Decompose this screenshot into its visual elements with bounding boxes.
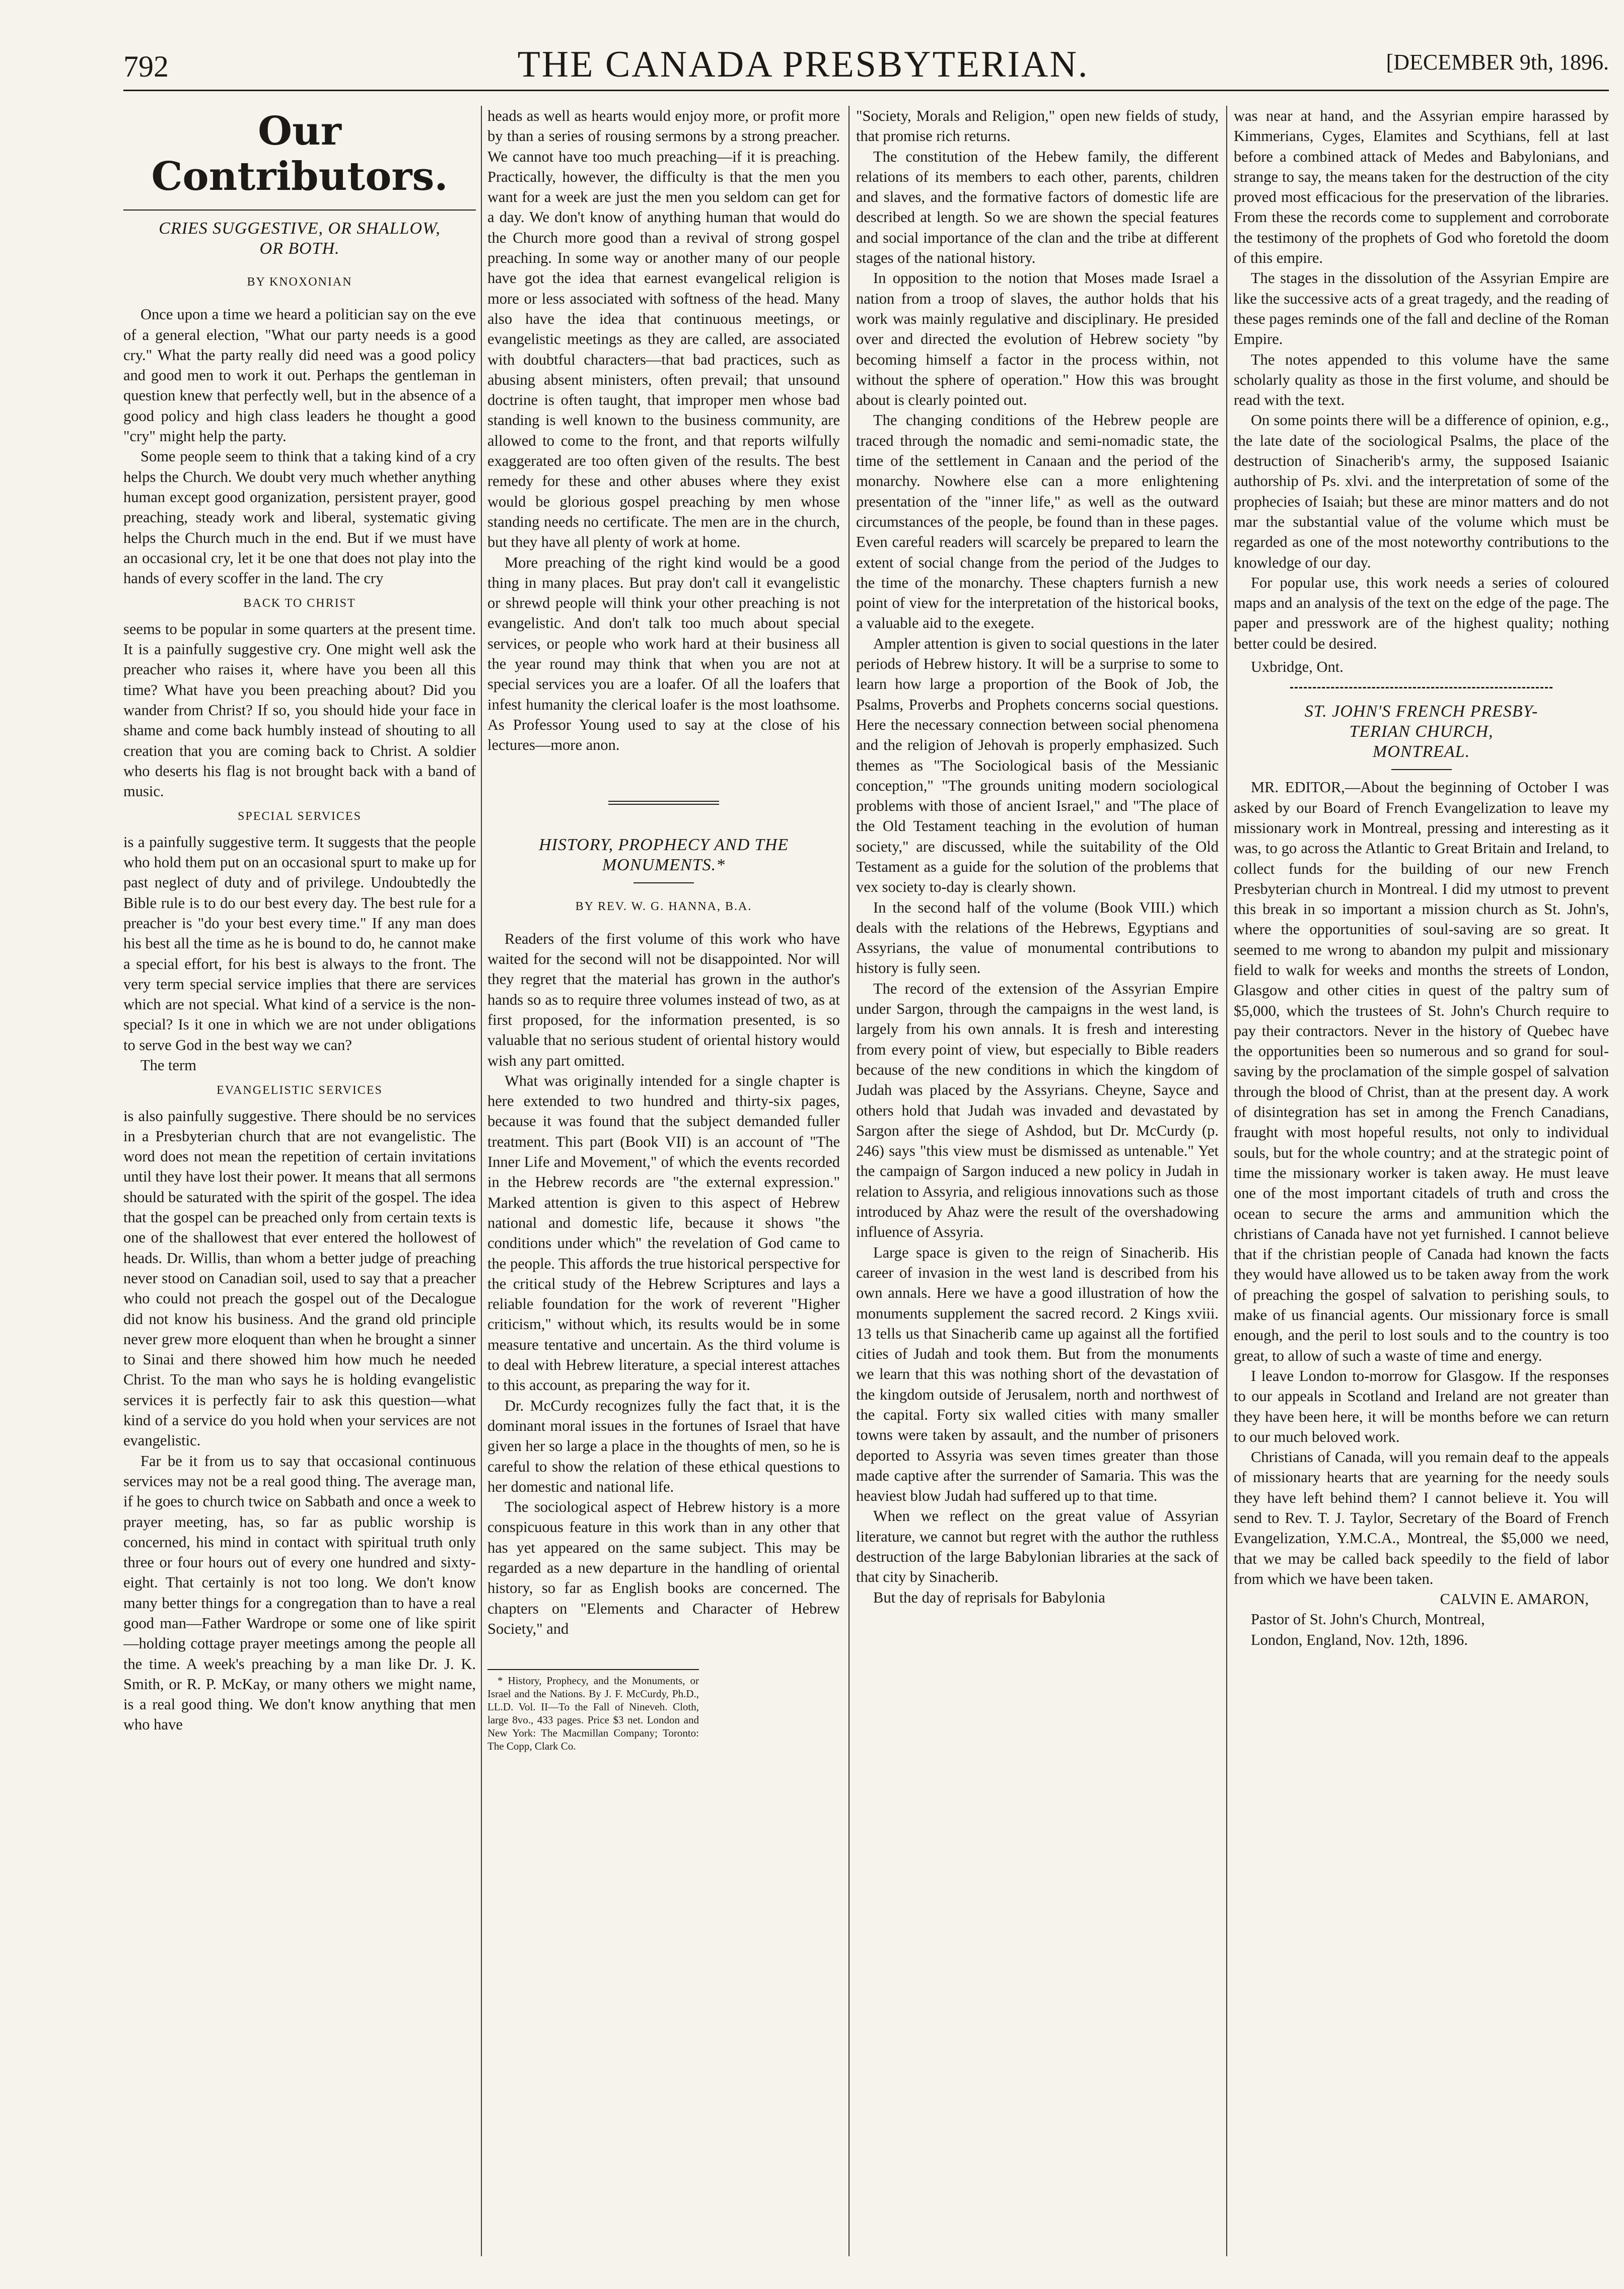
column-4 bbox=[1234, 106, 1609, 2256]
issue-date: [DECEMBER 9th, 1896. bbox=[1386, 50, 1609, 75]
paragraph: The term bbox=[140, 1056, 196, 1074]
paragraph: "Society, Morals and Religion," open new fields of study, that promise rich returns. bbox=[856, 107, 1219, 145]
paragraph: The record of the extension of the Assyrian Empire under Sargon, through the campaigns in the west land, is largely from his own annals. It is fresh and interesting from every point of view, but especially to Bible readers because of the new conditions in which the kingdom of Judah was placed by the Assyrians. Cheyne, Sayce and others hold that Judah was invaded and devastated by Sargon after the siege of Ashdod, but Dr. McCurdy (p. 246) says "this view must be dismissed as untenable." Yet the campaign of Sargon induced a new policy in Judah in relation to Assyria, and religious innovations such as those introduced by Ahaz were the result of the overshadowing influence of Assyria. bbox=[856, 980, 1219, 1241]
article-3-body bbox=[1234, 777, 1609, 1589]
article-2-body-part-1 bbox=[487, 929, 840, 1639]
title-rule bbox=[1391, 769, 1452, 770]
article-1-byline: BY KNOXONIAN bbox=[247, 275, 352, 289]
article-separator bbox=[1290, 687, 1553, 688]
paragraph: The stages in the dissolution of the Assyrian Empire are like the successive acts of a great tragedy, and the reading of these pages reminds one of the fall and decline of the Roman Empire. bbox=[1234, 269, 1609, 348]
article-1-title: CRIES SUGGESTIVE, OR SHALLOW, OR BOTH. bbox=[159, 219, 441, 258]
paragraph: But the day of reprisals for Babylonia bbox=[873, 1588, 1105, 1606]
article-2-body-part-3 bbox=[1234, 106, 1609, 654]
paragraph: Once upon a time we heard a politician say on the eve of a general election, "What our party needs is a good cry." What the party really did need was a good policy and good men to work it out. Perhaps the gentleman in question knew that perfectly well, but in the absence of a good policy and high class leaders he thought a good "cry" might help the party. bbox=[123, 306, 476, 445]
article-2-footnote: * History, Prophecy, and the Monuments, or Israel and the Nations. By J. F. McCurdy, Ph.D., LL.D. Vol. II—To the Fall of Nineveh. Cloth, large 8vo., 433 pages. Price $3 net. London and New York: The Macmillan Company; Toronto: The Copp, Clark Co. bbox=[487, 1669, 699, 1753]
article-1-section-1 bbox=[123, 619, 476, 802]
article-1-continuation bbox=[487, 106, 840, 755]
signature-name: CALVIN E. AMARON, bbox=[1440, 1590, 1589, 1608]
article-separator bbox=[608, 801, 719, 805]
paragraph: Readers of the first volume of this work who have waited for the second will not be disappointed. Nor will they regret that the material has grown in the author's hands so as to require three volumes instead of two, as at first proposed, for the information presented, is so valuable that no serious student of oriental history would wish any part omitted. bbox=[487, 930, 840, 1069]
column-divider bbox=[1226, 106, 1227, 2256]
article-2-byline: BY REV. W. G. HANNA, B.A. bbox=[575, 899, 752, 913]
paragraph: MR. EDITOR,—About the beginning of October I was asked by our Board of French Evangelization to leave my missionary work in Montreal, pressing and interesting as it was, to go across the Atlantic to Great Britain and Ireland, to collect funds for the building of our new French Presbyterian church in Montreal. I did my utmost to prevent this break in so important a mission church as St. John's, where the opportunities of soul-saving are so great. It seemed to me wrong to abandon my pulpit and missionary field to walk for weeks and months the streets of London, Glasgow and other cities in quest of the paltry sum of $5,000, which the trustees of St. John's Church require to pay their contractors. Never in the history of Quebec have the opportunities been so numerous and so grand for soul-saving by the proclamation of the simple gospel of salvation through the blood of Christ, than at the present day. A work of disintegration has set in among the French Canadians, fraught with most hopeful results, not only to individual souls, but for the whole country; and at the strategic point of time the missionary worker is taken away. He must leave one of the most important citadels of truth and cross the ocean to secure the arms and ammunition which the christians of Canada have not yet furnished. I cannot believe that if the christian people of Canada had known the facts they would have allowed us to be taken away from the work of preaching the gospel of salvation to perishing souls, to make of us financial agents. Our missionary force is small enough, and the peril to lost souls and to the country is too great, to allow of such a waste of time and energy. bbox=[1234, 779, 1609, 1364]
paragraph: The changing conditions of the Hebrew people are traced through the nomadic and semi-nomadic state, the time of the settlement in Canaan and the period of the monarchy. Nowhere else can a more enlightening presentation of the "inner life," as well as the outward circumstances of the people, be found than in these pages. Even careful readers will scarcely be prepared to learn the extent of social change from the period of the Judges to the time of the monarchy. These chapters furnish a new point of view for the interpretation of the historical books, a valuable aid to the exegete. bbox=[856, 411, 1219, 632]
paragraph: is a painfully suggestive term. It suggests that the people who hold them put on an occasional spurt to make up for past neglect of duty and of privilege. Undoubtedly the Bible rule is to do our best every day. The best rule for a preacher is "do your best every time." If any man does his best all the time as he is bound to do, he cannot make a special effort, for his best is always to the front. The very term special service implies that there are services which are not special. What kind of a service is the non-special? Is it one in which we are not under obligations to serve God in the best way we can? bbox=[123, 833, 476, 1054]
paragraph: For popular use, this work needs a series of coloured maps and an analysis of the text on the edge of the page. The paper and presswork are of the highest quality; nothing better could be desired. bbox=[1234, 574, 1609, 652]
paragraph: On some points there will be a difference of opinion, e.g., the late date of the sociological Psalms, the place of the destruction of Sinacherib's army, the supposed Isaianic authorship of Ps. xlvi. and the interpretation of some of the prophecies of Isaiah; but these are minor matters and do not mar the substantial value of the volume which must be regarded as one of the most noteworthy contributions to the knowledge of our day. bbox=[1234, 411, 1609, 571]
paragraph: Large space is given to the reign of Sinacherib. His career of invasion in the west land is described from his own annals. Here we have a good illustration of how the monuments supplement the sacred record. 2 Kings xviii. 13 tells us that Sinacherib came up against all the fortified cities of Judah and took them. But from the monuments we learn that this was nothing short of the devastation of the kingdom outside of Jerusalem, north and northwest of the capital. Forty six walled cities with many smaller towns were taken by assault, and the number of prisoners deported to Assyria was seven times greater than those made captive after the surrender of Samaria. This was the heaviest blow Judah had suffered up to that time. bbox=[856, 1243, 1219, 1505]
newspaper-title: THE CANADA PRESBYTERIAN. bbox=[517, 44, 1089, 85]
paragraph: is also painfully suggestive. There should be no services in a Presbyterian church that are not evangelistic. The word does not mean the repetition of certain invitations until they have lost their power. It means that all sermons should be saturated with the spirit of the gospel. The idea that the gospel can be preached only from certain texts is one of the shallowest that ever entered the hollowest of heads. Dr. Willis, than whom a better judge of preaching never stood on Canadian soil, used to say that a preacher who could not preach the gospel out of the Decalogue did not know his business. And the grand old principle never grew more eloquent than when he brought a sinner to Sinai and there showed him how much he needed Christ. To the man who says he is holding evangelistic services it is perfectly fair to ask this question—what kind of a service do you hold when your services are not evangelistic. bbox=[123, 1107, 476, 1449]
subhead-special-services: SPECIAL SERVICES bbox=[238, 810, 362, 823]
paragraph: Some people seem to think that a taking kind of a cry helps the Church. We doubt very much whether anything human except good organization, persistent prayer, good preaching, steady work and liberal, systematic giving helps the Church much in the end. But if we must have an occasional cry, let it be one that does not play into the hands of every scoffer in the land. The cry bbox=[123, 448, 476, 587]
article-1-section-2 bbox=[123, 832, 476, 1076]
dateline: London, England, Nov. 12th, 1896. bbox=[1251, 1631, 1468, 1648]
header-rule bbox=[123, 90, 1609, 91]
column-divider bbox=[849, 106, 850, 2256]
article-1-section-3 bbox=[123, 1106, 476, 1735]
section-title: Our Contributors. bbox=[151, 108, 448, 199]
column-3 bbox=[856, 106, 1219, 2256]
paragraph: In opposition to the notion that Moses made Israel a nation from a troop of slaves, the author holds that his work was mainly regulative and disciplinary. He presided over and directed the evolution of Hebrew society "by becoming himself a factor in the process within, not without the sphere of operation." How this was brought about is clearly pointed out. bbox=[856, 269, 1219, 409]
paragraph: Dr. McCurdy recognizes fully the fact that, it is the dominant moral issues in the fortunes of Israel that have given her so large a place in the thoughts of men, so he is careful to show the relation of these ethical questions to her domestic and national life. bbox=[487, 1397, 840, 1495]
subhead-evangelistic-services: EVANGELISTIC SERVICES bbox=[217, 1084, 383, 1097]
paragraph: heads as well as hearts would enjoy more, or profit more by than a series of rousing sermons by a strong preacher. We cannot have too much preaching—if it is preaching. Practically, however, the difficulty is that the men you want for a week are just the men you seldom can get for a day. We don't know of anything human that would do the Church more good than a revival of strong gospel preaching. In some way or another many of our people have got the idea that earnest evangelical religion is more or less associated with softness of the head. Many also have the idea that continuous meetings, or evangelistic meetings as they are called, are associated with doubtful characters—that bad practices, such as abusing absent ministers, often prevail; that unsound doctrine is often taught, that improper men whose bad standing is well known to the business community, are allowed to come to the front, and that reports wilfully exaggerated are too often given of the results. The best remedy for these and other abuses where they exist would be glorious gospel preaching by men whose standing needs no certificate. The men are in the church, but they have all plenty of work at home. bbox=[487, 107, 840, 551]
article-1-intro bbox=[123, 304, 476, 588]
column-1 bbox=[123, 106, 476, 2256]
paragraph: In the second half of the volume (Book VIII.) which deals with the relations of the Hebrews, Egyptians and Assyrians, the value of monumental contributions to history is fully seen. bbox=[856, 898, 1219, 977]
signature-title: Pastor of St. John's Church, Montreal, bbox=[1251, 1611, 1485, 1628]
paragraph: The sociological aspect of Hebrew history is a more conspicuous feature in this work than in any other that has yet appeared on the same subject. This may be regarded as a new departure in the handling of oriental history, so far as English books are concerned. The chapters on "Elements and Character of Hebrew Society," and bbox=[487, 1498, 840, 1637]
page-number: 792 bbox=[123, 50, 169, 83]
column-divider bbox=[481, 106, 482, 2256]
column-2 bbox=[487, 106, 840, 2256]
subhead-back-to-christ: BACK TO CHRIST bbox=[243, 597, 356, 610]
section-rule bbox=[123, 210, 476, 211]
article-2-place: Uxbridge, Ont. bbox=[1251, 658, 1344, 676]
paragraph: When we reflect on the great value of Assyrian literature, we cannot but regret with the author the ruthless destruction of the large Babylonian libraries at the sack of that city by Sinacherib. bbox=[856, 1507, 1219, 1586]
title-rule bbox=[633, 882, 694, 883]
page-header bbox=[123, 29, 1609, 90]
article-2-body-part-2 bbox=[856, 106, 1219, 1608]
paragraph: Far be it from us to say that occasional continuous services may not be a real good thing. The average man, if he goes to church twice on Sabbath and once a week to prayer meeting, has, so far as public worship is concerned, his mind in contact with spiritual truth only three or four hours out of every one hundred and sixty-eight. That certainly is not too long. We don't know many better things for a congregation than to have a real good man—Father Wardrope or some one of like spirit—holding cottage prayer meetings among the people all the time. A week's preaching by a man like Dr. J. K. Smith, or R. P. McKay, or many others we might name, is a real good thing. We don't know anything that men who have bbox=[123, 1452, 476, 1733]
paragraph: Christians of Canada, will you remain deaf to the appeals of missionary hearts that are yearning for the needy souls they have left behind them? I cannot believe it. You will send to Rev. T. J. Taylor, Secretary of the Board of French Evangelization, Y.M.C.A., Montreal, the $5,000 we need, that we may be called back speedily to the field of labor from which we have been taken. bbox=[1234, 1448, 1609, 1587]
article-2-title: HISTORY, PROPHECY AND THE MONUMENTS.* bbox=[538, 835, 789, 874]
paragraph: Ampler attention is given to social questions in the later periods of Hebrew history. It will be a surprise to some to learn how large a proportion of the Book of Job, the Psalms, Proverbs and Prophets concerns social questions. Here the necessary connection between social phenomena and the religion of Jehovah is properly emphasized. Such themes as "The Sociological basis of the Messianic conception," "The grounds uniting modern sociological problems with those of ancient Israel," and "The place of the Old Testament teaching in the evolution of human society," are discussed, while the suitability of the Old Testament as a guide for the solution of the problems that vex society to-day is clearly shown. bbox=[856, 635, 1219, 896]
article-3-title: ST. JOHN'S FRENCH PRESBY- TERIAN CHURCH, MONTREAL. bbox=[1304, 702, 1538, 761]
paragraph: The constitution of the Hebew family, the different relations of its members to each other, parents, children and slaves, and the formative factors of domestic life are described at length. So we are shown the special features and social importance of the clan and the tribe at different stages of the national history. bbox=[856, 148, 1219, 267]
paragraph: I leave London to-morrow for Glasgow. If the responses to our appeals in Scotland and Ireland are not greater than they have been here, it will be months before we can return to our much beloved work. bbox=[1234, 1367, 1609, 1445]
paragraph: More preaching of the right kind would be a good thing in many places. But pray don't call it evangelistic or shrewd people will think your other preaching is not evangelistic. And don't talk too much about special services, or people who work hard at their business all the year round may think that when you are not at special services you are a loafer. Of all the loafers that infest humanity the clerical loafer is the most loathsome. As Professor Young used to say at the close of his lectures—more anon. bbox=[487, 553, 840, 754]
paragraph: What was originally intended for a single chapter is here extended to two hundred and thirty-six pages, because it was found that the subject demanded fuller treatment. This part (Book VII) is an account of "The Inner Life and Movement," of which the events recorded in the Hebrew records are "the external expression." Marked attention is given to this aspect of Hebrew national and domestic life, because it shows "the conditions under which" the revelation of God came to the people. This affords the true historical perspective for the critical study of the Hebrew Scriptures and lays a reliable foundation for the work of reverent "Higher criticism," without which, its results would be in some measure tentative and uncertain. As the third volume is to deal with Hebrew literature, a special interest attaches to this account, as preparing the way for it. bbox=[487, 1072, 840, 1394]
paragraph: The notes appended to this volume have the same scholarly quality as those in the first volume, and should be read with the text. bbox=[1234, 351, 1609, 409]
paragraph: seems to be popular in some quarters at the present time. It is a painfully suggestive cry. One might well ask the preacher who raises it, where have you been all this time? What have you been preaching about? Did you wander from Christ? If so, you should hide your face in shame and come back humbly instead of shouting to all creation that you are coming back to Christ. A soldier who deserts his flag is not brought back with a band of music. bbox=[123, 620, 476, 800]
paragraph: was near at hand, and the Assyrian empire harassed by Kimmerians, Cyges, Elamites and Scythians, fell at last before a combined attack of Medes and Babylonians, and strange to say, the means taken for the destruction of the city proved most efficacious for the preservation of the libraries. From these the records come to supplement and corroborate the testimony of the prophets of God who foretold the doom of this empire. bbox=[1234, 107, 1609, 267]
